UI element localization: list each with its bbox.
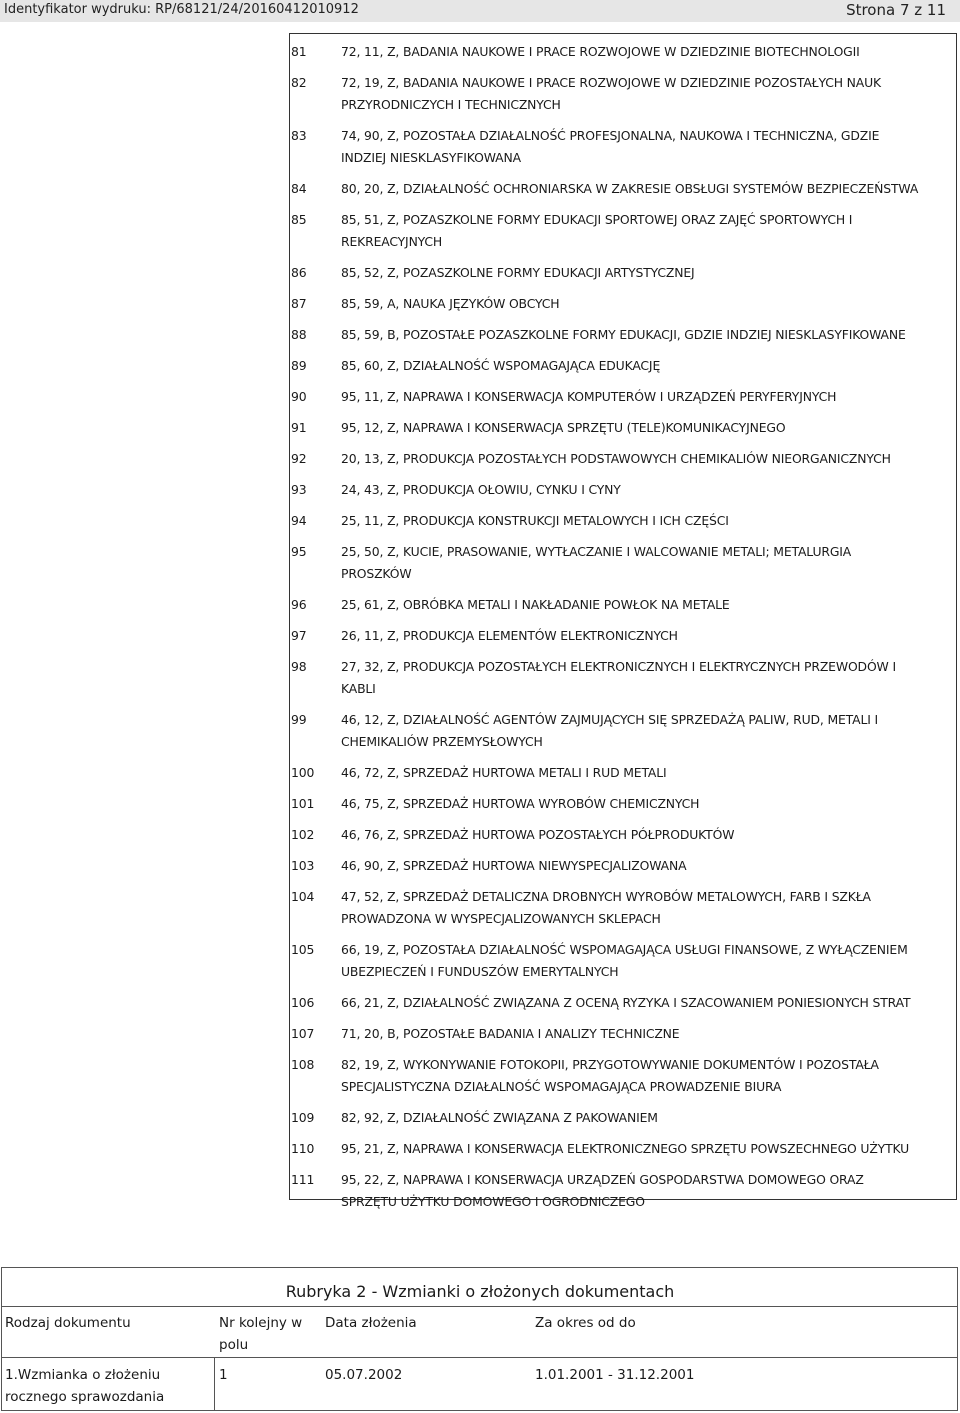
row-activity-text: 95, 22, Z, NAPRAWA I KONSERWACJA URZĄDZEŃ GOSPODARSTWA DOMOWEGO ORAZ SPRZĘTU UŻYTKU DOMOWEGO I OGRODNICZEGO	[341, 1172, 864, 1209]
row-number: 93	[291, 482, 307, 497]
row-number: 105	[291, 942, 315, 957]
entry-period: 1.01.2001 - 31.12.2001	[535, 1367, 695, 1383]
row-activity-text: 46, 72, Z, SPRZEDAŻ HURTOWA METALI I RUD METALI	[341, 765, 667, 780]
row-number: 84	[291, 181, 307, 196]
row-activity-text: 82, 19, Z, WYKONYWANIE FOTOKOPII, PRZYGOTOWYWANIE DOKUMENTÓW I POZOSTAŁA SPECJALISTYCZNA DZIAŁALNOŚĆ WSPOMAGAJĄCA PROWADZENIE BIURA	[341, 1057, 879, 1094]
row-number: 109	[291, 1110, 315, 1125]
section-title: Rubryka 2 - Wzmianki o złożonych dokumentach	[285, 1282, 675, 1301]
row-number: 102	[291, 827, 315, 842]
row-number: 99	[291, 712, 307, 727]
row-activity-text: 27, 32, Z, PRODUKCJA POZOSTAŁYCH ELEKTRONICZNYCH I ELEKTRYCZNYCH PRZEWODÓW I KABLI	[341, 659, 896, 696]
entry-document-type: 1.Wzmianka o złożeniu rocznego sprawozdania	[5, 1367, 165, 1405]
row-number: 108	[291, 1057, 315, 1072]
row-number: 88	[291, 327, 307, 342]
row-activity-text: 26, 11, Z, PRODUKCJA ELEMENTÓW ELEKTRONICZNYCH	[341, 628, 678, 643]
row-activity-text: 25, 11, Z, PRODUKCJA KONSTRUKCJI METALOWYCH I ICH CZĘŚCI	[341, 513, 729, 528]
row-activity-text: 66, 19, Z, POZOSTAŁA DZIAŁALNOŚĆ WSPOMAGAJĄCA USŁUGI FINANSOWE, Z WYŁĄCZENIEM UBEZPIECZEŃ I FUNDUSZÓW EMERYTALNYCH	[341, 942, 908, 979]
entry-number: 1	[219, 1367, 228, 1383]
row-number: 106	[291, 995, 315, 1010]
row-activity-text: 24, 43, Z, PRODUKCJA OŁOWIU, CYNKU I CYNY	[341, 482, 621, 497]
row-activity-text: 25, 61, Z, OBRÓBKA METALI I NAKŁADANIE POWŁOK NA METALE	[341, 597, 730, 612]
column-header-document-type: Rodzaj dokumentu	[5, 1315, 131, 1331]
row-activity-text: 85, 52, Z, POZASZKOLNE FORMY EDUKACJI ARTYSTYCZNEJ	[341, 265, 695, 280]
row-number: 90	[291, 389, 307, 404]
row-activity-text: 25, 50, Z, KUCIE, PRASOWANIE, WYTŁACZANIE I WALCOWANIE METALI; METALURGIA PROSZKÓW	[341, 544, 852, 581]
section-divider-header	[1, 1357, 958, 1358]
row-activity-text: 72, 19, Z, BADANIA NAUKOWE I PRACE ROZWOJOWE W DZIEDZINIE POZOSTAŁYCH NAUK PRZYRODNICZYCH I TECHNICZNYCH	[341, 75, 882, 112]
row-activity-text: 71, 20, B, POZOSTAŁE BADANIA I ANALIZY TECHNICZNE	[341, 1026, 680, 1041]
row-activity-text: 85, 51, Z, POZASZKOLNE FORMY EDUKACJI SPORTOWEJ ORAZ ZAJĘĆ SPORTOWYCH I REKREACYJNYCH	[341, 212, 853, 249]
row-number: 86	[291, 265, 307, 280]
row-activity-text: 20, 13, Z, PRODUKCJA POZOSTAŁYCH PODSTAWOWYCH CHEMIKALIÓW NIEORGANICZNYCH	[341, 451, 891, 466]
row-activity-text: 46, 90, Z, SPRZEDAŻ HURTOWA NIEWYSPECJALIZOWANA	[341, 858, 687, 873]
row-activity-text: 82, 92, Z, DZIAŁALNOŚĆ ZWIĄZANA Z PAKOWANIEM	[341, 1110, 658, 1125]
row-number: 95	[291, 544, 307, 559]
print-identifier: Identyfikator wydruku: RP/68121/24/20160412010912	[4, 2, 359, 17]
row-activity-text: 95, 21, Z, NAPRAWA I KONSERWACJA ELEKTRONICZNEGO SPRZĘTU POWSZECHNEGO UŻYTKU	[341, 1141, 910, 1156]
row-number: 100	[291, 765, 315, 780]
section-divider-top	[1, 1306, 958, 1307]
row-activity-text: 85, 60, Z, DZIAŁALNOŚĆ WSPOMAGAJĄCA EDUKACJĘ	[341, 358, 661, 373]
row-number: 104	[291, 889, 315, 904]
row-number: 91	[291, 420, 307, 435]
row-activity-text: 46, 75, Z, SPRZEDAŻ HURTOWA WYROBÓW CHEMICZNYCH	[341, 796, 700, 811]
entry-date: 05.07.2002	[325, 1367, 403, 1383]
row-number: 83	[291, 128, 307, 143]
row-number: 110	[291, 1141, 315, 1156]
row-number: 111	[291, 1172, 315, 1187]
row-activity-text: 72, 11, Z, BADANIA NAUKOWE I PRACE ROZWOJOWE W DZIEDZINIE BIOTECHNOLOGII	[341, 44, 860, 59]
column-divider	[214, 1357, 215, 1411]
pkd-activity-table	[289, 33, 957, 1209]
row-number: 97	[291, 628, 307, 643]
row-activity-text: 66, 21, Z, DZIAŁALNOŚĆ ZWIĄZANA Z OCENĄ RYZYKA I SZACOWANIEM PONIESIONYCH STRAT	[341, 995, 911, 1010]
row-activity-text: 85, 59, B, POZOSTAŁE POZASZKOLNE FORMY EDUKACJI, GDZIE INDZIEJ NIESKLASYFIKOWANE	[341, 327, 906, 342]
row-number: 89	[291, 358, 307, 373]
row-activity-text: 74, 90, Z, POZOSTAŁA DZIAŁALNOŚĆ PROFESJONALNA, NAUKOWA I TECHNICZNA, GDZIE INDZIEJ NIESKLASYFIKOWANA	[341, 128, 880, 165]
row-number: 94	[291, 513, 307, 528]
row-number: 92	[291, 451, 307, 466]
row-number: 81	[291, 44, 307, 59]
column-header-number: Nr kolejny w polu	[219, 1315, 303, 1353]
row-activity-text: 47, 52, Z, SPRZEDAŻ DETALICZNA DROBNYCH WYROBÓW METALOWYCH, FARB I SZKŁA PROWADZONA W WYSPECJALIZOWANYCH SKLEPACH	[341, 889, 871, 926]
row-number: 87	[291, 296, 307, 311]
row-number: 82	[291, 75, 307, 90]
row-activity-text: 46, 12, Z, DZIAŁALNOŚĆ AGENTÓW ZAJMUJĄCYCH SIĘ SPRZEDAŻĄ PALIW, RUD, METALI I CHEMIKALIÓW PRZEMYSŁOWYCH	[341, 712, 879, 749]
row-activity-text: 85, 59, A, NAUKA JĘZYKÓW OBCYCH	[341, 296, 560, 311]
row-number: 98	[291, 659, 307, 674]
row-number: 103	[291, 858, 315, 873]
row-number: 101	[291, 796, 315, 811]
row-number: 96	[291, 597, 307, 612]
column-header-period: Za okres od do	[535, 1315, 636, 1331]
column-header-date: Data złożenia	[325, 1315, 417, 1331]
row-activity-text: 80, 20, Z, DZIAŁALNOŚĆ OCHRONIARSKA W ZAKRESIE OBSŁUGI SYSTEMÓW BEZPIECZEŃSTWA	[341, 181, 919, 196]
row-activity-text: 95, 12, Z, NAPRAWA I KONSERWACJA SPRZĘTU (TELE)KOMUNIKACYJNEGO	[341, 420, 786, 435]
page-number: Strona 7 z 11	[846, 1, 946, 19]
row-number: 85	[291, 212, 307, 227]
print-header	[0, 0, 960, 22]
row-activity-text: 95, 11, Z, NAPRAWA I KONSERWACJA KOMPUTERÓW I URZĄDZEŃ PERYFERYJNYCH	[341, 389, 837, 404]
row-activity-text: 46, 76, Z, SPRZEDAŻ HURTOWA POZOSTAŁYCH PÓŁPRODUKTÓW	[341, 827, 735, 842]
row-number: 107	[291, 1026, 315, 1041]
